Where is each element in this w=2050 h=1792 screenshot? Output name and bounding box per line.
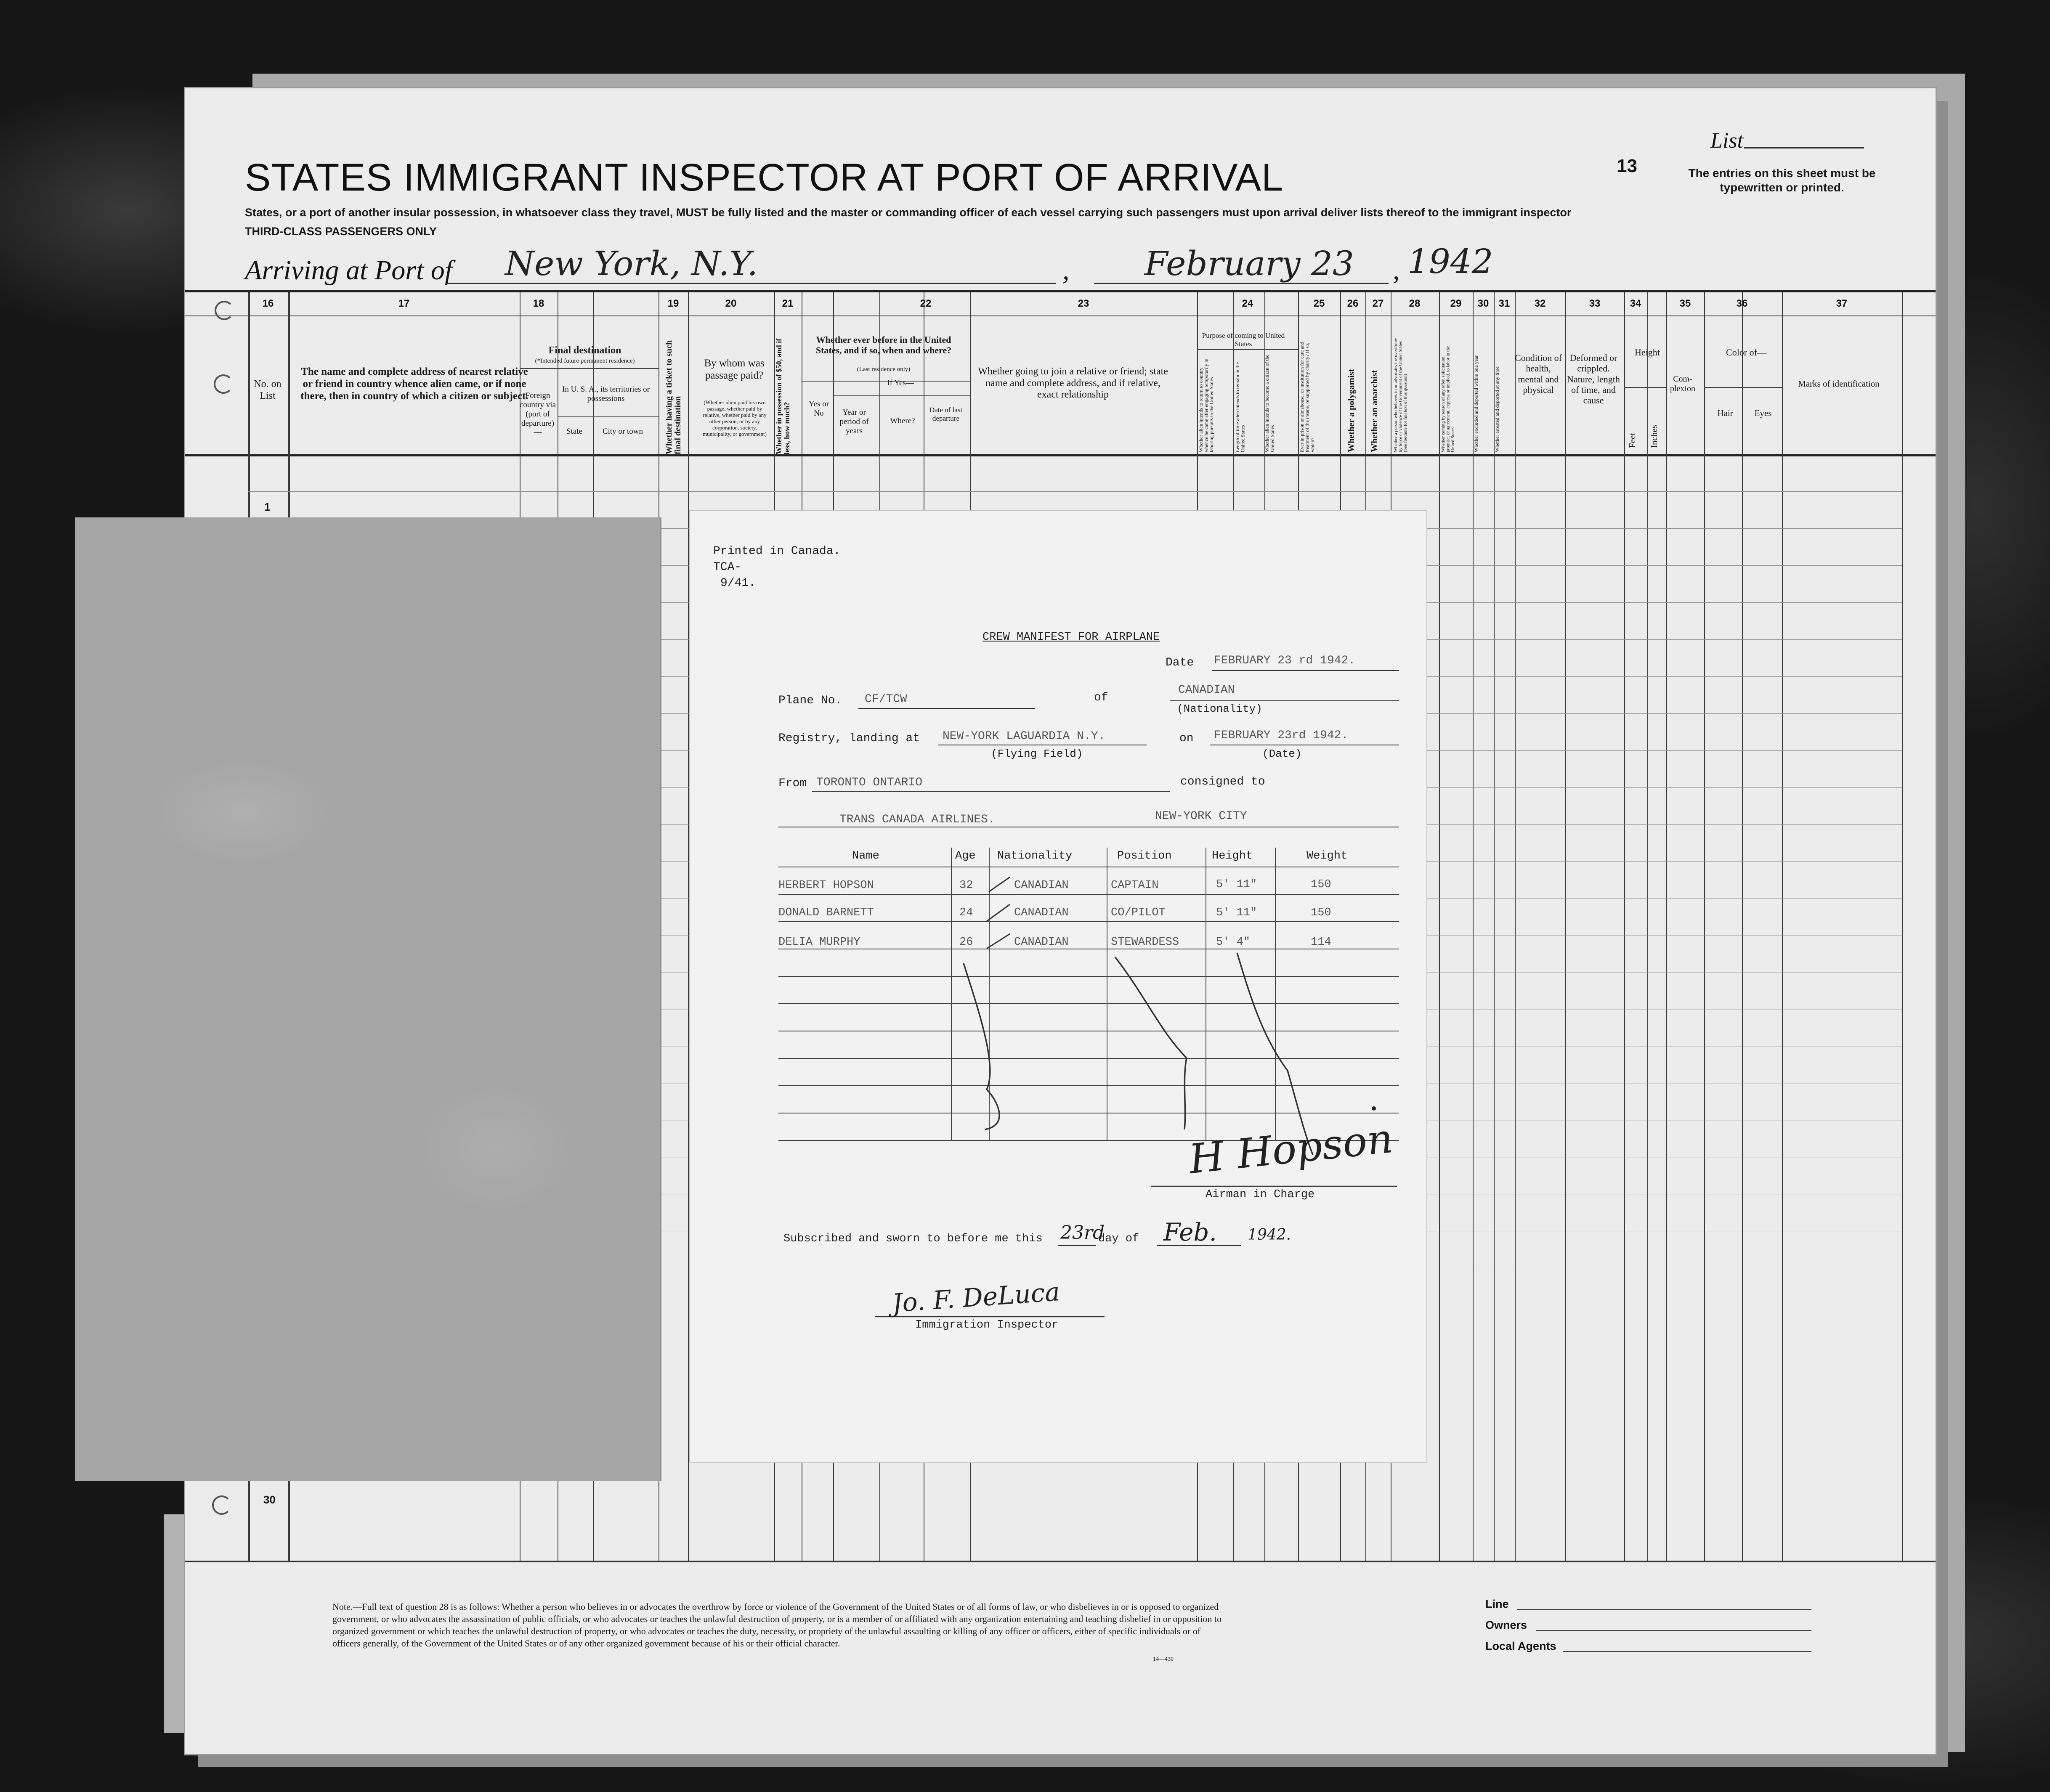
arrival-year: 1942: [1407, 242, 1493, 281]
crew-header-position: Position: [1117, 850, 1172, 862]
crew-row-1-name: HERBERT HOPSON: [778, 879, 874, 892]
col29-header: Whether coming by reason of any offer, solicitation, promise, or agreement, express or implied, to labor in the United States: [1441, 346, 1456, 452]
footer-agents-rule: [1563, 1651, 1811, 1652]
col17-header: The name and complete address of nearest relative or friend in country whence alien came, or if none there, then in country of which a citizen or subject.: [300, 366, 528, 402]
plane-value: CF/TCW: [865, 693, 907, 706]
arrival-date: February 23: [1144, 244, 1354, 283]
crew-row-2-height: 5' 11": [1216, 907, 1257, 919]
col22-ifyes: If Yes—: [887, 379, 914, 387]
crew-manifest-card: [690, 511, 1426, 1462]
crew-row-2-age: 24: [959, 907, 973, 919]
sworn-text: Subscribed and sworn to before me this: [783, 1233, 1043, 1245]
form-code-date: 9/41.: [720, 577, 756, 590]
sworn-day-rule: [1058, 1245, 1096, 1246]
col18-city: City or town: [602, 427, 643, 436]
column-number: 21: [782, 298, 794, 309]
crew-header-name: Name: [852, 850, 879, 862]
col21-header: Whether in possession of $50, and if less, how much?: [775, 338, 791, 454]
punch-hole-2: [214, 374, 233, 394]
form-code: TCA-: [713, 561, 742, 574]
landing-date: FEBRUARY 23rd 1942.: [1214, 729, 1349, 742]
column-divider: [1624, 292, 1625, 1561]
column-number: 16: [262, 298, 274, 309]
port-underline: [446, 283, 1056, 284]
nationality-caption: (Nationality): [1177, 702, 1262, 715]
col22-period: Year or period of years: [839, 408, 869, 435]
footer-line-label: Line: [1485, 1598, 1509, 1610]
subheader-rule: [558, 416, 659, 417]
row-number-last: 30: [263, 1493, 276, 1506]
col22-title: Whether ever before in the United States, and if so, when and where?: [815, 334, 952, 356]
crew-row-3-position: STEWARDESS: [1111, 936, 1179, 949]
col24-b: Length of time alien intends to remain in the United States: [1235, 362, 1246, 452]
column-divider: [1704, 292, 1705, 1561]
col36-eyes: Eyes: [1754, 408, 1772, 418]
blank-overlay-sheet: [75, 517, 661, 1481]
col22-yesno: Yes or No: [808, 400, 829, 418]
strike-line-age: [964, 963, 999, 1129]
crew-header-weight: Weight: [1306, 850, 1348, 862]
plane-label: Plane No.: [778, 694, 842, 707]
col30-header: Whether excluded and deported within one year: [1473, 355, 1479, 452]
col36-hair: Hair: [1717, 408, 1733, 418]
table-top-rule: [185, 290, 1936, 292]
col18-usa: In U. S. A., its territories or possessions: [562, 385, 650, 403]
crew-row-2-name: DONALD BARNETT: [778, 907, 874, 919]
crew-row-2-position: CO/PILOT: [1111, 907, 1166, 919]
col35-header: Com-plexion: [1670, 374, 1695, 393]
crew-row-3-age: 26: [959, 936, 973, 949]
col26-header: Whether a polygamist: [1346, 369, 1356, 452]
col22-date: Date of last departure: [929, 406, 963, 422]
col36-title: Color of—: [1726, 347, 1766, 358]
column-number: 23: [1078, 298, 1089, 309]
col24-a: Whether alien intends to return to country whence he came after engaging temporarily in laboring pursuits in the United States: [1198, 358, 1215, 452]
subheader-rule: [520, 368, 659, 369]
column-number: 29: [1450, 298, 1462, 309]
column-divider: [1439, 292, 1440, 1561]
col34-inches: Inches: [1649, 425, 1659, 448]
col22-sub: (Last residence only): [857, 366, 911, 373]
column-number: 30: [1477, 298, 1489, 309]
column-number: 25: [1313, 298, 1325, 309]
ink-speck: [1372, 1106, 1376, 1111]
column-number: 34: [1630, 298, 1641, 309]
date-label: Date: [1166, 656, 1194, 669]
field-value: NEW-YORK LAGUARDIA N.Y.: [943, 730, 1105, 743]
crew-row-3-nationality: CANADIAN: [1014, 936, 1069, 949]
column-divider: [1473, 292, 1474, 1561]
inspector-caption: Immigration Inspector: [915, 1319, 1059, 1331]
column-number: 27: [1372, 298, 1384, 309]
crew-header-height: Height: [1212, 850, 1253, 862]
col34-title: Height: [1635, 347, 1660, 358]
crew-header-nationality: Nationality: [997, 850, 1073, 862]
list-label: List: [1710, 129, 1744, 153]
column-number: 36: [1736, 298, 1748, 309]
column-divider: [688, 292, 689, 1561]
col24-title: Purpose of coming to United States: [1202, 331, 1285, 348]
crew-header-age: Age: [955, 850, 976, 862]
col18-title: Final destination: [548, 345, 621, 356]
col16-header: No. on List: [254, 379, 281, 401]
sheet-number: 13: [1617, 156, 1637, 176]
column-number: 37: [1836, 298, 1848, 309]
col31-header: Whether arrested and deported at any time: [1494, 366, 1500, 452]
row-number-first: 1: [264, 501, 271, 513]
nationality-value: CANADIAN: [1178, 684, 1235, 697]
column-number: 22: [920, 298, 932, 309]
col20-sub: (Whether alien paid his own passage, whether paid by relative, whether paid by any other person, or by any corporation, society, municipality, or government): [703, 399, 767, 437]
sworn-day: 23rd: [1060, 1222, 1105, 1243]
crew-row-3-name: DELIA MURPHY: [778, 936, 860, 949]
on-label: on: [1179, 732, 1194, 745]
column-number: 31: [1498, 298, 1510, 309]
class-line: THIRD-CLASS PASSENGERS ONLY: [245, 225, 437, 238]
crew-row-3-height: 5' 4": [1216, 936, 1251, 949]
consigned-label: consigned to: [1180, 775, 1265, 788]
day-of-label: day of: [1098, 1233, 1139, 1245]
crew-row-2-nationality: CANADIAN: [1014, 907, 1069, 919]
column-divider: [1494, 292, 1495, 1561]
date-value: FEBRUARY 23 rd 1942.: [1214, 654, 1356, 667]
comma-1: ,: [1062, 255, 1070, 286]
column-number: 26: [1347, 298, 1359, 309]
column-number: 28: [1409, 298, 1421, 309]
column-divider: [1565, 292, 1566, 1561]
subheader-rule: [1624, 387, 1666, 388]
list-underline: [1744, 147, 1864, 148]
list-note: The entries on this sheet must be typewritten or printed.: [1688, 167, 1876, 194]
col22-where: Where?: [890, 416, 915, 425]
form-title: STATES IMMIGRANT INSPECTOR AT PORT OF ARRIVAL: [245, 156, 1284, 199]
crew-row-2-weight: 150: [1311, 907, 1331, 919]
consignee: TRANS CANADA AIRLINES.: [839, 813, 995, 826]
crew-row-1-age: 32: [959, 879, 973, 892]
footer-line-rule: [1517, 1609, 1811, 1610]
airman-caption: Airman in Charge: [1206, 1188, 1315, 1201]
column-number: 20: [725, 298, 737, 309]
airman-signature: H Hopson: [1187, 1114, 1395, 1183]
footer-agents-label: Local Agents: [1485, 1640, 1556, 1652]
footer-owners-label: Owners: [1485, 1619, 1527, 1631]
sworn-year: 1942.: [1248, 1226, 1291, 1243]
crew-row-1-nationality: CANADIAN: [1014, 879, 1069, 892]
column-number: 17: [398, 298, 410, 309]
column-number: 19: [667, 298, 679, 309]
col25-header: Ever in prison or almshouse, or institution for care and treatment of the insane, or supported by charity? If so, which?: [1299, 342, 1316, 452]
colnum-rule: [185, 315, 1936, 316]
column-number: 18: [533, 298, 544, 309]
consignee-city: NEW-YORK CITY: [1155, 810, 1247, 823]
column-divider: [1782, 292, 1783, 1561]
form-number: 14—430: [1153, 1656, 1174, 1662]
column-divider: [1666, 292, 1667, 1561]
from-label: From: [778, 777, 807, 790]
crew-row-1-height: 5' 11": [1216, 878, 1257, 891]
sworn-month: Feb.: [1163, 1218, 1217, 1246]
col28-header: Whether a person who believes in or advocates the overthrow by force or violence of the Government of the United States (See footnote for full text of this question): [1393, 338, 1408, 452]
registry-label: Registry, landing at: [778, 732, 920, 745]
column-number: 24: [1242, 298, 1253, 309]
arriving-label: Arriving at Port of: [245, 255, 453, 286]
col32-header: Condition of health, mental and physical: [1515, 353, 1562, 395]
row-rule: [248, 491, 1902, 492]
col33-header: Deformed or crippled. Nature, length of time, and cause: [1567, 353, 1620, 406]
col19-header: Whether having a ticket to such final destination: [664, 340, 682, 454]
sworn-month-rule: [1157, 1245, 1241, 1246]
col20-title: By whom was passage paid?: [704, 358, 765, 381]
column-divider: [1742, 292, 1743, 1561]
col18-foreign: Foreign country via (port of departure)—: [520, 391, 556, 437]
printed-in: Printed in Canada.: [713, 545, 841, 558]
column-number: 35: [1679, 298, 1691, 309]
of-label: of: [1094, 691, 1108, 704]
crew-manifest-title: CREW MANIFEST FOR AIRPLANE: [983, 631, 1160, 644]
footer-note: Note.—Full text of question 28 is as follows: Whether a person who believes in or advocates the overthrow by force or violence of the Government of the United States or of all forms of law, or who disbelieves in or is opposed to organized government, or who advocates the assassination of public officials, or who advocates or teaches the unlawful destruction of property, or is a member of or affiliated with any organization entertaining and teaching disbelief in or opposition to organized government or which teaches the unlawful destruction of property, or who advocates or teaches the duty, necessity, or propriety of the unlawful assaulting or killing of any officer or officers, either of specific individuals or of officers generally, of the Government of the United States or of any other organized government because of his or their official character.: [332, 1601, 1222, 1649]
crew-row-3-weight: 114: [1311, 936, 1331, 949]
ditto-check-1: [987, 877, 1010, 949]
landing-date-caption: (Date): [1262, 748, 1302, 760]
form-instruction: States, or a port of another insular possession, in whatsoever class they travel, MUST be fully listed and the master or commanding officer of each vessel carrying such passengers must upon arrival deliver lists thereof to the immigrant inspector: [245, 206, 1572, 219]
strike-line-position: [1115, 957, 1187, 1129]
col37-header: Marks of identification: [1798, 379, 1880, 389]
arrival-port: New York, N.Y.: [505, 244, 758, 283]
comma-2: ,: [1393, 255, 1400, 286]
col24-c: Whether alien intends to become a citizen of the United States: [1264, 355, 1275, 452]
punch-hole-3: [212, 1495, 231, 1515]
crew-row-1-weight: 150: [1311, 878, 1331, 891]
table-bottom-rule: [185, 1561, 1936, 1562]
table-header-rule: [185, 454, 1936, 456]
crew-row-1-position: CAPTAIN: [1111, 879, 1159, 892]
column-number: 32: [1534, 298, 1546, 309]
column-divider: [1515, 292, 1516, 1561]
col27-header: Whether an anarchist: [1369, 370, 1379, 452]
subheader-rule: [1704, 387, 1782, 388]
col18-sub: (*Intended future permanent residence): [535, 358, 635, 364]
subheader-rule: [1197, 349, 1298, 350]
from-value: TORONTO ONTARIO: [816, 776, 923, 789]
field-caption: (Flying Field): [991, 748, 1083, 760]
col18-state: State: [566, 427, 582, 436]
subheader-rule: [833, 395, 970, 396]
col34-feet: Feet: [1627, 432, 1637, 448]
col23-header: Whether going to join a relative or friend; state name and complete address, and if relative, exact relationship: [978, 366, 1168, 400]
date-underline: [1094, 283, 1389, 284]
column-divider: [1902, 292, 1903, 1561]
column-number: 33: [1589, 298, 1601, 309]
inspector-signature: Jo. F. DeLuca: [891, 1277, 1061, 1318]
footer-owners-rule: [1536, 1630, 1811, 1631]
punch-hole-1: [215, 301, 234, 320]
column-divider: [1647, 292, 1648, 1561]
